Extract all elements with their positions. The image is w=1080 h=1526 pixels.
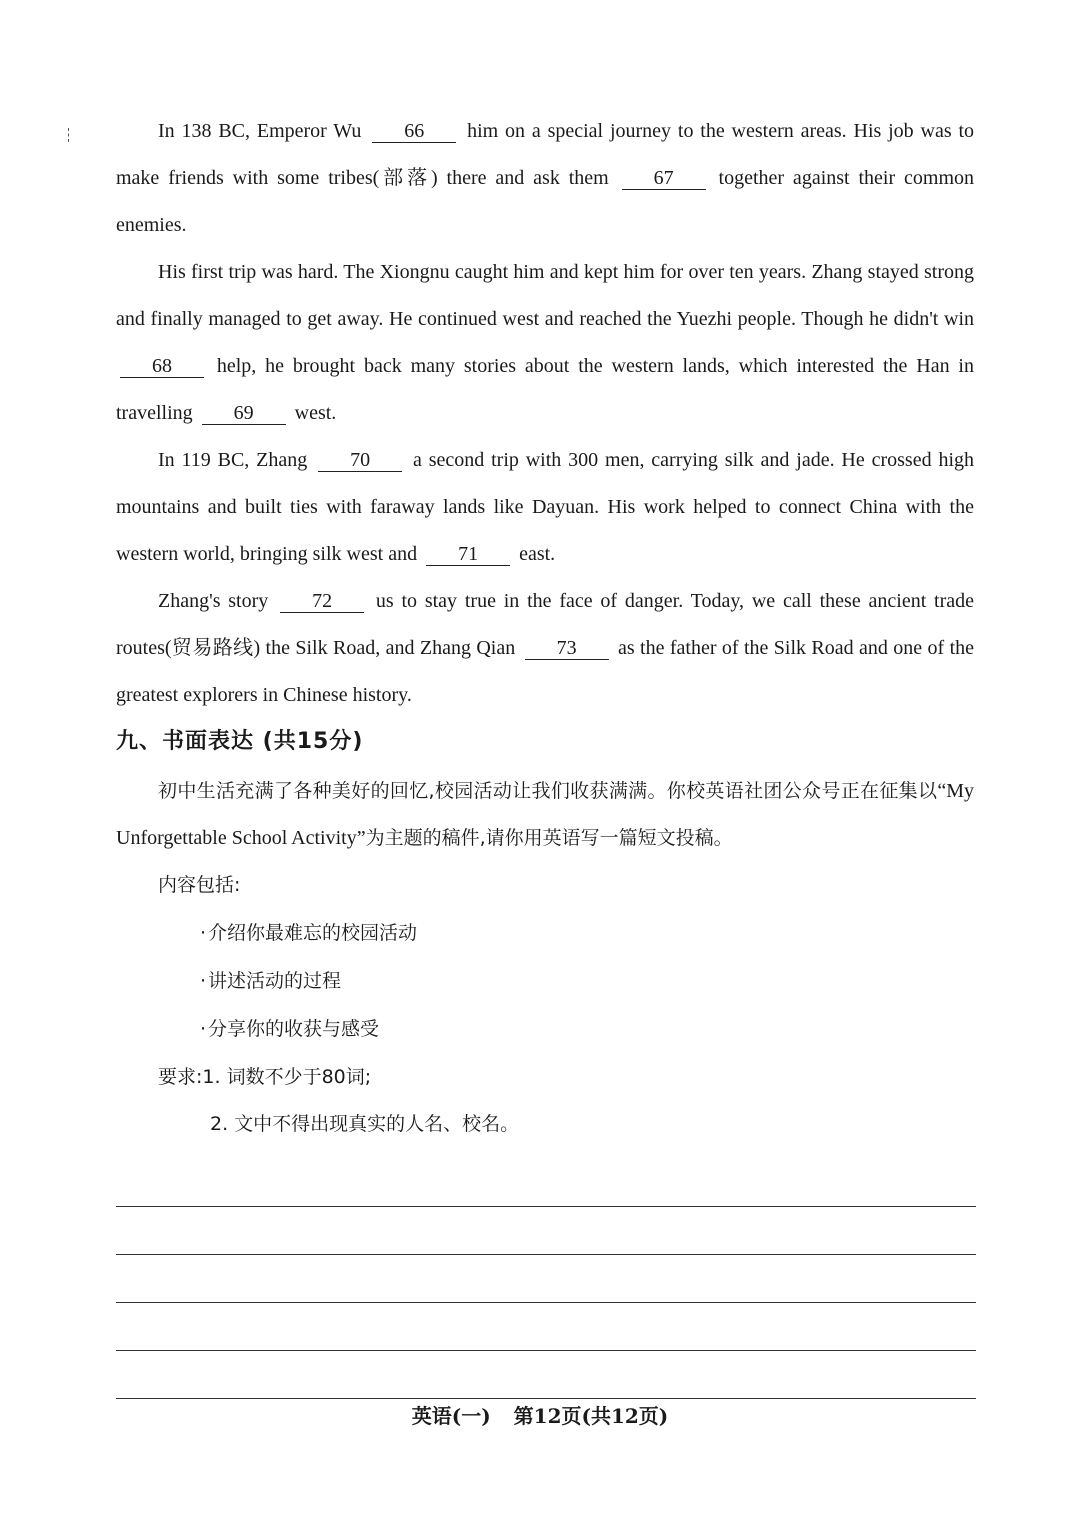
writing-task-intro <box>116 768 974 862</box>
passage-text: as the father of the Silk Road and one of the greatest explorers in Chinese history. <box>116 637 975 706</box>
passage-paragraph-4 <box>116 578 974 719</box>
passage-text: His first trip was hard. The Xiongnu caught him and kept him for over ten years. Zhang stayed strong and finally managed to get away. He continued west and reached the Yuezhi people. Though he didn't win <box>116 261 974 330</box>
passage-text: In 119 BC, Zhang <box>158 449 308 471</box>
content-point: · 介绍你最难忘的校园活动 <box>200 909 417 957</box>
intro-text: 为主题的稿件,请你用英语写一篇短文投稿。 <box>365 827 733 849</box>
answer-line[interactable] <box>116 1208 976 1255</box>
passage-paragraph-3 <box>116 437 974 578</box>
content-point: · 讲述活动的过程 <box>200 957 417 1005</box>
passage-paragraph-1 <box>116 108 974 249</box>
section-title: 九、书面表达 (共15分) <box>116 729 364 754</box>
blank-66: 66 <box>372 120 456 143</box>
passage-text: together against their common enemies. <box>116 167 975 236</box>
blank-68: 68 <box>120 355 204 378</box>
blank-71: 71 <box>426 543 510 566</box>
passage-text: west. <box>294 402 337 424</box>
blank-73: 73 <box>525 637 609 660</box>
intro-topic: “My Unforgettable School Activity” <box>116 780 974 849</box>
answer-line[interactable] <box>116 1160 976 1207</box>
answer-line[interactable] <box>116 1304 976 1351</box>
cloze-passage <box>116 108 974 719</box>
requirement-1: 要求:1. 词数不少于80词; <box>158 1066 372 1088</box>
blank-69: 69 <box>202 402 286 425</box>
passage-text: Zhang's story <box>158 590 269 612</box>
requirement-2: 2. 文中不得出现真实的人名、校名。 <box>210 1113 520 1135</box>
page-footer <box>0 1398 1080 1434</box>
binding-margin-mark <box>68 128 71 142</box>
content-label: 内容包括: <box>158 874 241 896</box>
answer-lines[interactable] <box>116 1160 976 1400</box>
passage-paragraph-2 <box>116 249 974 437</box>
task-instructions <box>116 768 974 862</box>
blank-67: 67 <box>622 167 706 190</box>
content-points <box>200 909 417 1053</box>
footer-page-number: 第12页(共12页) <box>513 1404 669 1428</box>
passage-text: us to stay true in the face of danger. Today, we call these ancient trade routes(贸易路线) the Silk Road, and Zhang Qian <box>116 590 975 659</box>
answer-line[interactable] <box>116 1352 976 1399</box>
passage-text: help, he brought back many stories about the western lands, which interested the Han in travelling <box>116 355 974 424</box>
passage-text: him on a special journey to the western areas. His job was to make friends with some tribes(部落) there and ask them <box>116 120 975 189</box>
footer-subject: 英语(一) <box>411 1404 491 1428</box>
blank-70: 70 <box>318 449 402 472</box>
passage-text: east. <box>519 543 556 565</box>
content-point: · 分享你的收获与感受 <box>200 1005 417 1053</box>
intro-text: 初中生活充满了各种美好的回忆,校园活动让我们收获满满。你校英语社团公众号正在征集以 <box>158 780 938 802</box>
requirements <box>158 1054 519 1148</box>
blank-72: 72 <box>280 590 364 613</box>
passage-text: In 138 BC, Emperor Wu <box>158 120 362 142</box>
passage-text: a second trip with 300 men, carrying silk and jade. He crossed high mountains and built ties with faraway lands like Dayuan. His work helped to connect China with the western world, bringing silk west and <box>116 449 975 565</box>
answer-line[interactable] <box>116 1256 976 1303</box>
